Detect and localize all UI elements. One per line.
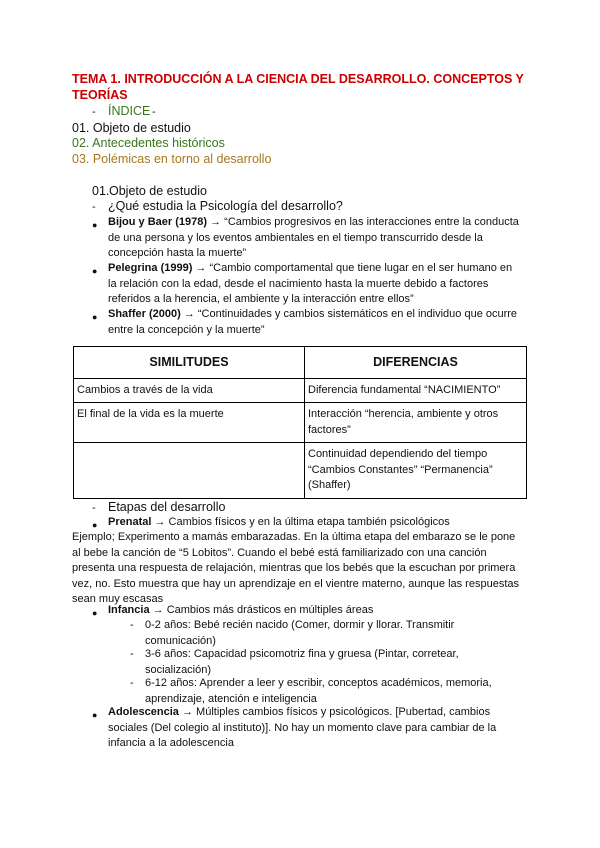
definition-3: Shaffer (2000) → “Continuidades y cambios sistemáticos en el individuo que ocurre entre la concepción y la muerte” — [108, 308, 518, 336]
dash-bullet: - — [92, 502, 96, 514]
index-item-2[interactable]: 02. Antecedentes históricos — [72, 136, 225, 150]
table-cell: El final de la vida es la muerte — [74, 403, 305, 443]
table-header-row — [74, 347, 527, 379]
section-number: 01. — [92, 184, 110, 198]
section-question: ¿Qué estudia la Psicología del desarrollo? — [108, 199, 343, 213]
table-cell: Continuidad dependiendo del tiempo “Cambios Constantes” “Permanencia” (Shaffer) — [305, 443, 527, 499]
column-header: SIMILITUDES — [74, 347, 305, 379]
table-row — [74, 403, 527, 443]
bullet-icon: ● — [92, 710, 98, 720]
comparison-table — [73, 346, 527, 499]
stages-heading: Etapas del desarrollo — [108, 500, 226, 514]
dash-bullet: - — [92, 201, 96, 213]
stage-prenatal: Prenatal → Cambios físicos y en la última etapa también psicológicos — [108, 516, 450, 528]
bullet-icon: ● — [92, 220, 98, 230]
page-title: TEMA 1. INTRODUCCIÓN A LA CIENCIA DEL DESARROLLO. CONCEPTOS Y TEORÍAS — [72, 72, 524, 102]
sub-dash: - — [130, 677, 134, 689]
sub-item-6-12: 6-12 años: Aprender a leer y escribir, conceptos académicos, memoria, aprendizaje, atención e inteligencia — [145, 677, 492, 705]
bullet-icon: ● — [92, 266, 98, 276]
table-cell: Cambios a través de la vida — [74, 378, 305, 403]
sub-item-0-2: 0-2 años: Bebé recién nacido (Comer, dormir y llorar. Transmitir comunicación) — [145, 619, 455, 647]
bullet-icon: ● — [92, 520, 98, 530]
table-row — [74, 443, 527, 499]
stage-infancia: Infancia → Cambios más drásticos en múltiples áreas — [108, 604, 374, 616]
bullet-icon: ● — [92, 608, 98, 618]
definition-1: Bijou y Baer (1978) → “Cambios progresivos en las interacciones entre la conducta de una persona y los eventos ambientales en el tiempo transcurrido desde la concepción hasta la muerte” — [108, 216, 519, 259]
table-cell: Diferencia fundamental “NACIMIENTO” — [305, 378, 527, 403]
index-label: ÍNDICE — [108, 104, 151, 118]
section-heading: Objeto de estudio — [109, 184, 207, 198]
column-header: DIFERENCIAS — [305, 347, 527, 379]
table-cell: Interacción “herencia, ambiente y otros factores” — [305, 403, 527, 443]
dash-bullet: - — [92, 106, 96, 118]
sub-item-3-6: 3-6 años: Capacidad psicomotriz fina y gruesa (Pintar, corretear, socialización) — [145, 648, 459, 676]
index-item-1[interactable]: 01. Objeto de estudio — [72, 121, 191, 135]
bullet-icon: ● — [92, 312, 98, 322]
example-paragraph: Ejemplo; Experimento a mamás embarazadas. En la última etapa del embarazo se le pone al bebe la canción de “5 Lobitos”. Cuando el bebé está familiarizado con una canción presenta una respuesta de relajación, mientras que los bebés que la escuchan por primera vez, no. Esto muestra que hay un aprendizaje en el vientre materno, aunque las respuestas sean muy escasas — [72, 531, 519, 605]
table-cell — [74, 443, 305, 499]
stage-adolescencia: Adolescencia → Múltiples cambios físicos y psicológicos. [Pubertad, cambios sociales (Del colegio al instituto)]. No hay un momento clave para cambiar de la infancia a la adolescencia — [108, 706, 497, 749]
table-row — [74, 378, 527, 403]
sub-dash: - — [130, 619, 134, 631]
definition-2: Pelegrina (1999) → “Cambio comportamental que tiene lugar en el ser humano en la relación con la edad, desde el nacimiento hasta la muerte debido a factores referidos a la herencia, el ambiente y la interacción entre ellos” — [108, 262, 513, 305]
sub-dash: - — [130, 648, 134, 660]
dash-bullet: - — [152, 106, 156, 118]
index-item-3[interactable]: 03. Polémicas en torno al desarrollo — [72, 152, 272, 166]
